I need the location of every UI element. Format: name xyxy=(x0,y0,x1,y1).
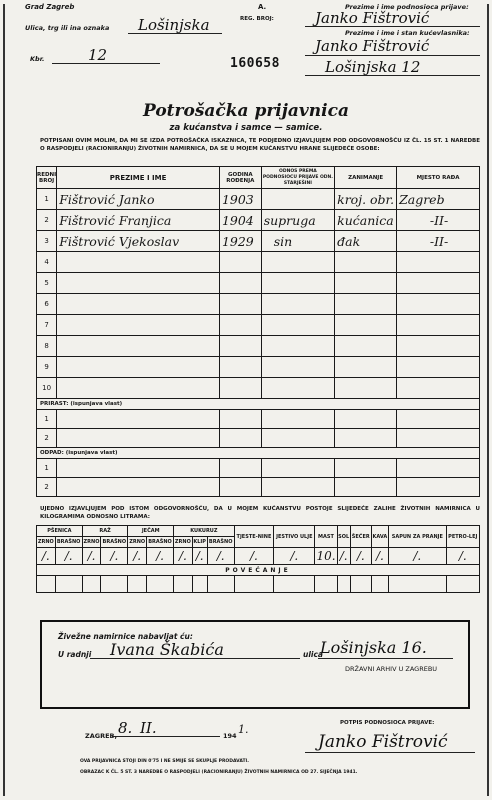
stock-value: /. xyxy=(371,548,388,565)
sub-header: ZRNO xyxy=(37,537,56,548)
table-row xyxy=(37,231,480,252)
submitter-label: Prezime i ime podnosioca prijave: xyxy=(345,3,469,11)
table-row xyxy=(37,294,480,315)
date-month: II. xyxy=(140,719,157,737)
col-header: PETRO-LEJ xyxy=(446,526,479,548)
table-row xyxy=(37,189,480,210)
row-number: 2 xyxy=(37,478,57,497)
member-birthplace: -II- xyxy=(397,231,480,252)
sub-header: ZRNO xyxy=(128,537,147,548)
row-number: 3 xyxy=(37,231,57,252)
submitter-value: Janko Fištrović xyxy=(315,9,430,27)
members-table xyxy=(36,166,480,497)
archive-stamp: DRŽAVNI ARHIV U ZAGREBU xyxy=(345,665,438,673)
table-row xyxy=(37,273,480,294)
sub-header: ZRNO xyxy=(174,537,193,548)
member-occupation: kućanica xyxy=(335,210,397,231)
table-row xyxy=(37,252,480,273)
member-relation xyxy=(261,189,334,210)
table-row xyxy=(37,315,480,336)
member-year: 1929 xyxy=(219,231,261,252)
stock-value: /. xyxy=(147,548,174,565)
stock-value: /. xyxy=(337,548,350,565)
row-number: 2 xyxy=(37,210,57,231)
row-number: 2 xyxy=(37,429,57,448)
reg-label: REG. BROJ: xyxy=(240,16,274,22)
group-header: KUKURUZ xyxy=(174,526,235,537)
street-label: Ulica, trg ili ina oznaka xyxy=(25,24,110,32)
group-header: PŠENICA xyxy=(37,526,83,537)
stock-value: /. xyxy=(192,548,207,565)
member-name: Fištrović Vjekoslav xyxy=(57,231,220,252)
row-number: 10 xyxy=(37,378,57,399)
member-year: 1904 xyxy=(219,210,261,231)
member-name: Fištrović Janko xyxy=(57,189,220,210)
row-number: 1 xyxy=(37,410,57,429)
owner-label: Prezime i ime i stan kućevlasnika: xyxy=(345,29,470,37)
table-row xyxy=(37,410,480,429)
shop-label: U radnji xyxy=(58,650,92,659)
owner-address: Lošinjska 12 xyxy=(325,58,421,76)
col-header-no: REDNI BROJ xyxy=(37,167,57,189)
year-suffix: 1. xyxy=(238,723,249,736)
table-row xyxy=(37,357,480,378)
member-name: Fištrović Franjica xyxy=(57,210,220,231)
col-header: TJESTE-NINE xyxy=(234,526,273,548)
stock-value: /. xyxy=(101,548,128,565)
member-occupation: kroj. obr. xyxy=(335,189,397,210)
stock-value: /. xyxy=(55,548,82,565)
sub-header: BRAŠNO xyxy=(101,537,128,548)
col-header-occupation: ZANIMANJE xyxy=(335,167,397,189)
sub-header: ZRNO xyxy=(82,537,101,548)
row-number: 5 xyxy=(37,273,57,294)
stock-declaration: UJEDNO IZJAVLJUJEM POD ISTOM ODGOVORNOŠĆU, DA U MOJEM KUĆANSTVU POSTOJE SLIJEDEĆE ZALIHE ŽIVOTNIH NAMIRNICA U KILOGRAMIMA ODNOSNO LITRAMA: xyxy=(40,506,480,520)
row-number: 1 xyxy=(37,189,57,210)
kbr-value: 12 xyxy=(88,46,108,64)
stock-value: /. xyxy=(37,548,56,565)
stock-value: /. xyxy=(128,548,147,565)
reg-number: 160658 xyxy=(230,56,280,71)
member-birthplace: Zagreb xyxy=(397,189,480,210)
regulation-note: OBRAZAC K ČL. 5 ST. 3 NAREDBE O RASPODJELI (RACIONIRANJU) ŽIVOTNIH NAMIRNICA OD 27. SIJEČNJA 1941. xyxy=(80,770,358,775)
declaration-text: POTPISANI OVIM MOLIM, DA MI SE IZDA POTROŠAČKA ISKAZNICA, TE PODJEDNO IZJAVLJUJEM POD ODGOVORNOŠĆU IZ ČL. 15 ST. 1 NAREDBE O RASPODJELI (RACIONIRANJU) ŽIVOTNIH NAMIRNICA, DA SE U MOJEM KUĆANSTVU HRANE SLIJEDEĆE OSOBE: xyxy=(40,138,480,152)
col-header: KAVA xyxy=(371,526,388,548)
stock-value: /. xyxy=(446,548,479,565)
member-relation: sin xyxy=(261,231,334,252)
table-row xyxy=(37,336,480,357)
stock-value: 10. xyxy=(316,549,336,563)
col-header-name: PREZIME I IME xyxy=(57,167,220,189)
povecanje-label: POVEĆANJE xyxy=(37,565,480,576)
col-header: MAST xyxy=(315,526,337,548)
form-subtitle: za kućanstva i samce — samice. xyxy=(169,123,323,133)
owner-value: Janko Fištrović xyxy=(315,37,430,55)
member-year: 1903 xyxy=(219,189,261,210)
purchase-label: Živežne namirnice nabavljat ću: xyxy=(58,632,193,641)
table-row xyxy=(37,378,480,399)
sub-header: BRAŠNO xyxy=(55,537,82,548)
stock-value: /. xyxy=(350,548,371,565)
col-header: SAPUN ZA PRANJE xyxy=(389,526,446,548)
col-header-birthplace: MJESTO RAĐA xyxy=(397,167,480,189)
stock-table xyxy=(36,525,480,593)
shop-value: Ivana Škabića xyxy=(110,640,224,659)
kbr-label: Kbr. xyxy=(30,55,45,63)
sub-header: KLIP xyxy=(192,537,207,548)
prirast-label: PRIRAST: (ispunjava vlast) xyxy=(37,399,480,410)
table-row xyxy=(37,429,480,448)
member-relation: supruga xyxy=(261,210,334,231)
signature-label: POTPIS PODNOSIOCA PRIJAVE: xyxy=(340,720,435,726)
col-header-relation: ODNOS PREMA PODNOSIOCU PRIJAVE ODN. STARJEŠINI xyxy=(261,167,334,189)
purchase-street-value: Lošinjska 16. xyxy=(320,638,427,657)
form-title: Potrošačka prijavnica xyxy=(143,101,349,121)
stock-values-row xyxy=(37,548,480,565)
row-number: 8 xyxy=(37,336,57,357)
signature: Janko Fištrović xyxy=(318,732,448,752)
a-label: A. xyxy=(258,3,267,11)
stock-value: /. xyxy=(234,548,273,565)
table-row xyxy=(37,459,480,478)
stock-value: /. xyxy=(274,548,315,565)
row-number: 4 xyxy=(37,252,57,273)
table-row xyxy=(37,210,480,231)
sub-header: BRAŠNO xyxy=(147,537,174,548)
sub-header: BRAŠNO xyxy=(207,537,234,548)
col-header-year: GODINA ROĐENJA xyxy=(219,167,261,189)
row-number: 1 xyxy=(37,459,57,478)
member-birthplace: -II- xyxy=(397,210,480,231)
table-row xyxy=(37,478,480,497)
stock-value: /. xyxy=(82,548,101,565)
col-header: ŠEĆER xyxy=(350,526,371,548)
place-label: ZAGREB, xyxy=(85,732,117,740)
purchase-street-label: ulica xyxy=(303,650,323,659)
city-label: Grad Zagreb xyxy=(25,3,75,11)
stock-value: /. xyxy=(207,548,234,565)
col-header: SOL xyxy=(337,526,350,548)
street-value: Lošinjska xyxy=(138,16,210,34)
col-header: JESTIVO ULJE xyxy=(274,526,315,548)
row-number: 9 xyxy=(37,357,57,378)
stock-value: /. xyxy=(389,548,446,565)
odpad-label: ODPAD: (ispunjava vlast) xyxy=(37,448,480,459)
group-header: RAŽ xyxy=(82,526,128,537)
date-day: 8. xyxy=(118,719,133,737)
row-number: 7 xyxy=(37,315,57,336)
member-occupation: đak xyxy=(335,231,397,252)
price-note: OVA PRIJAVNICA STOJI DIN 0'75 I NE SMIJE SE SKUPLJE PRODAVATI. xyxy=(80,759,249,764)
row-number: 6 xyxy=(37,294,57,315)
stock-value: /. xyxy=(174,548,193,565)
group-header: JEČAM xyxy=(128,526,174,537)
year-prefix: 194 xyxy=(223,732,237,740)
